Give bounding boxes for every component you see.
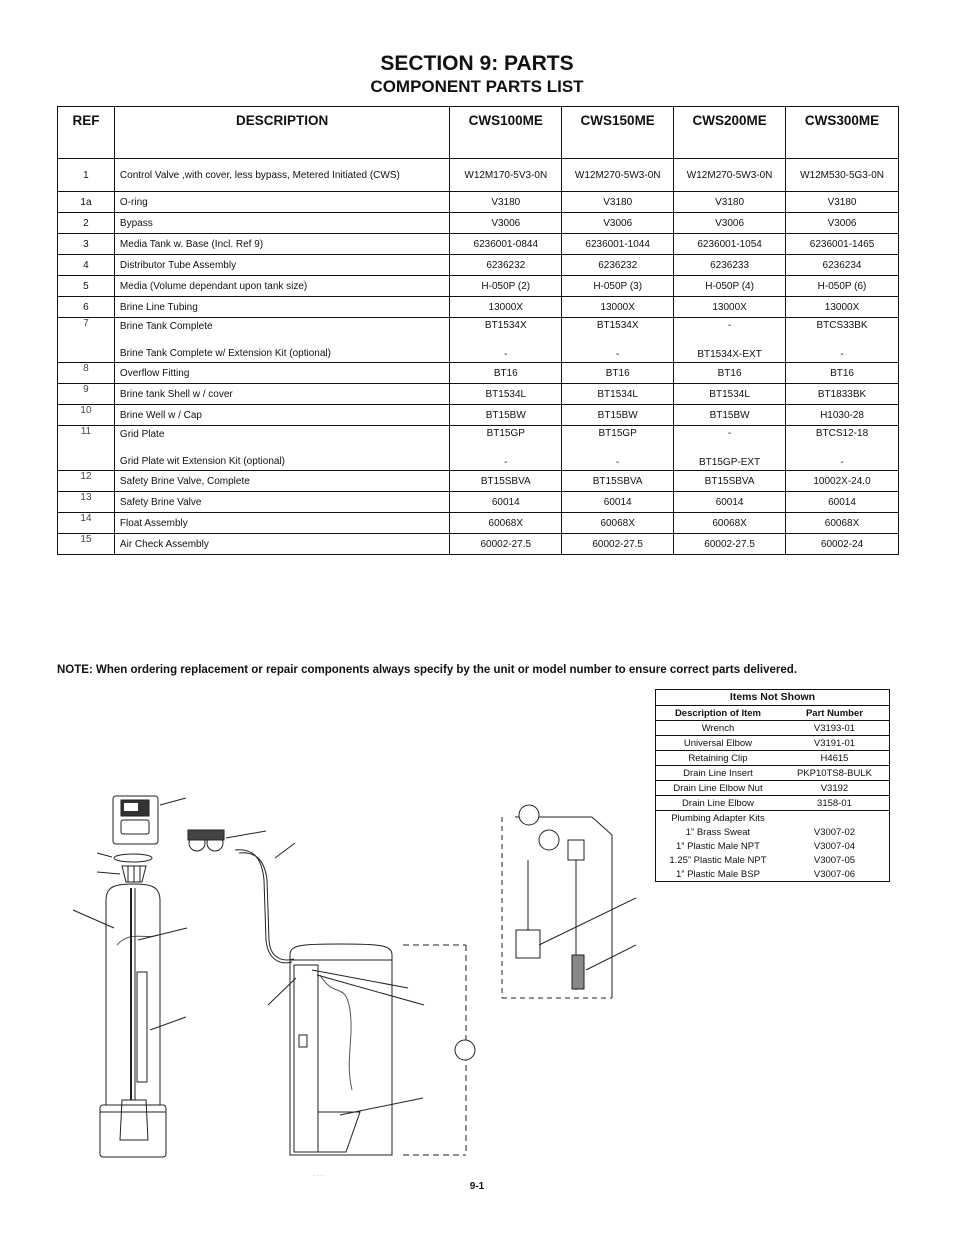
description-cell: O-ring xyxy=(114,192,449,213)
part-cell: BT15BW xyxy=(674,405,786,426)
item-description: Universal Elbow xyxy=(656,736,780,751)
part-cell: 13000X xyxy=(562,297,674,318)
part-cell: 13000X xyxy=(786,297,899,318)
ref-cell: 15 xyxy=(58,534,115,555)
description-line-optional: Grid Plate wit Extension Kit (optional) xyxy=(119,456,285,467)
part-cell: 6236001-0844 xyxy=(450,234,562,255)
ref-cell: 5 xyxy=(58,276,115,297)
part-cell: 6236001-1054 xyxy=(674,234,786,255)
part-cell: BT15SBVA xyxy=(562,471,674,492)
part-value-optional: BT1534X-EXT xyxy=(697,349,762,360)
description-cell: Brine tank Shell w / cover xyxy=(114,384,449,405)
ref-cell: 12 xyxy=(58,471,115,492)
item-description: 1.25” Plastic Male NPT xyxy=(669,854,767,866)
part-cell: BT1833BK xyxy=(786,384,899,405)
item-part-number: V3007-04 xyxy=(813,840,856,852)
part-cell: BT1534L xyxy=(450,384,562,405)
column-header-part-number: Part Number xyxy=(780,706,890,721)
description-cell: Brine Line Tubing xyxy=(114,297,449,318)
header-cws150me: CWS150ME xyxy=(562,107,674,159)
part-value: - xyxy=(727,320,732,331)
part-cell: W12M270-5W3-0N xyxy=(562,159,674,192)
part-cell: V3006 xyxy=(450,213,562,234)
ref-cell: 14 xyxy=(58,513,115,534)
column-header-description: Description of Item xyxy=(656,706,780,721)
description-cell: Safety Brine Valve xyxy=(114,492,449,513)
part-value: BT15GP xyxy=(598,428,637,439)
part-cell: H-050P (4) xyxy=(674,276,786,297)
o-ring-illustration xyxy=(97,853,152,862)
part-cell: BT16 xyxy=(562,363,674,384)
description-cell: Media Tank w. Base (Incl. Ref 9) xyxy=(114,234,449,255)
part-cell: V3006 xyxy=(562,213,674,234)
part-cell: BT16 xyxy=(450,363,562,384)
section-subtitle: COMPONENT PARTS LIST xyxy=(370,77,584,96)
safety-brine-valve-detail xyxy=(502,805,636,998)
part-cell: 6236232 xyxy=(562,255,674,276)
part-value-optional: - xyxy=(840,457,844,468)
item-part-number: V3193-01 xyxy=(780,721,890,736)
description-cell: Control Valve ,with cover, less bypass, Metered Initiated (CWS) xyxy=(114,159,449,192)
part-cell: V3006 xyxy=(786,213,899,234)
part-cell: 6236234 xyxy=(786,255,899,276)
part-value-optional: - xyxy=(616,457,620,468)
faint-mark: . . . . xyxy=(314,1172,326,1178)
item-description: 1” Plastic Male NPT xyxy=(676,840,760,852)
part-cell: 13000X xyxy=(674,297,786,318)
item-description: Wrench xyxy=(656,721,780,736)
part-cell: W12M170-5V3-0N xyxy=(450,159,562,192)
item-part-number: V3007-02 xyxy=(813,826,856,838)
section-title: SECTION 9: PARTS xyxy=(380,52,574,75)
part-cell: 6236001-1465 xyxy=(786,234,899,255)
description-cell: Safety Brine Valve, Complete xyxy=(114,471,449,492)
description-cell: Bypass xyxy=(114,213,449,234)
ref-cell: 4 xyxy=(58,255,115,276)
ordering-note: NOTE: When ordering replacement or repair components always specify by the unit or model number to ensure correct parts delivered. xyxy=(57,664,798,676)
description-cell: Media (Volume dependant upon tank size) xyxy=(114,276,449,297)
part-cell: 60014 xyxy=(450,492,562,513)
item-part-number: H4615 xyxy=(780,751,890,766)
leader-line xyxy=(275,843,295,858)
part-cell: V3180 xyxy=(450,192,562,213)
item-description: 1” Brass Sweat xyxy=(685,826,751,838)
part-cell: 13000X xyxy=(450,297,562,318)
description-cell: Overflow Fitting xyxy=(114,363,449,384)
part-cell: 60068X xyxy=(450,513,562,534)
bypass-illustration xyxy=(188,830,266,851)
part-cell: BT16 xyxy=(674,363,786,384)
description-line-optional: Brine Tank Complete w/ Extension Kit (optional) xyxy=(119,348,331,359)
part-cell: 6236233 xyxy=(674,255,786,276)
part-cell: BT1534L xyxy=(562,384,674,405)
part-cell: 60014 xyxy=(786,492,899,513)
description-cell: Float Assembly xyxy=(114,513,449,534)
part-cell: H-050P (6) xyxy=(786,276,899,297)
ref-cell: 11 xyxy=(58,426,115,471)
part-cell: 10002X-24.0 xyxy=(786,471,899,492)
part-cell: BT1534L xyxy=(674,384,786,405)
ref-cell: 7 xyxy=(58,318,115,363)
item-description: Retaining Clip xyxy=(656,751,780,766)
header-description: DESCRIPTION xyxy=(114,107,449,159)
media-tank-illustration xyxy=(73,884,187,1157)
part-cell: 60068X xyxy=(562,513,674,534)
ref-cell: 6 xyxy=(58,297,115,318)
part-value-optional: - xyxy=(504,457,508,468)
part-cell: 60014 xyxy=(562,492,674,513)
header-ref: REF xyxy=(58,107,115,159)
distributor-basket-illustration xyxy=(97,866,146,882)
ref-cell: 1 xyxy=(58,159,115,192)
part-cell: V3180 xyxy=(674,192,786,213)
item-part-number: V3192 xyxy=(780,781,890,796)
item-part-number: PKP10TS8-BULK xyxy=(780,766,890,781)
part-cell: V3180 xyxy=(562,192,674,213)
ref-cell: 10 xyxy=(58,405,115,426)
part-cell: V3180 xyxy=(786,192,899,213)
part-cell: H-050P (3) xyxy=(562,276,674,297)
header-cws200me: CWS200ME xyxy=(674,107,786,159)
part-cell: 60002-27.5 xyxy=(562,534,674,555)
part-cell: 60002-27.5 xyxy=(450,534,562,555)
header-cws300me: CWS300ME xyxy=(786,107,899,159)
part-cell: 6236232 xyxy=(450,255,562,276)
item-part-number: V3191-01 xyxy=(780,736,890,751)
item-description: Drain Line Insert xyxy=(656,766,780,781)
part-cell: BT15SBVA xyxy=(674,471,786,492)
ref-cell: 8 xyxy=(58,363,115,384)
item-description: Drain Line Elbow Nut xyxy=(656,781,780,796)
part-cell: 60068X xyxy=(786,513,899,534)
part-cell: BT15SBVA xyxy=(450,471,562,492)
part-cell: W12M270-5W3-0N xyxy=(674,159,786,192)
part-cell: BT15BW xyxy=(562,405,674,426)
ref-cell: 1a xyxy=(58,192,115,213)
description-cell: Brine Well w / Cap xyxy=(114,405,449,426)
part-cell: H-050P (2) xyxy=(450,276,562,297)
part-cell: BT16 xyxy=(786,363,899,384)
part-value: BTCS33BK xyxy=(816,320,868,331)
control-valve-illustration xyxy=(113,796,186,844)
items-not-shown-title: Items Not Shown xyxy=(656,690,890,706)
ref-cell: 3 xyxy=(58,234,115,255)
part-cell: 60014 xyxy=(674,492,786,513)
part-value-optional: BT15GP-EXT xyxy=(699,457,761,468)
item-part-number: V3007-06 xyxy=(813,868,856,880)
item-part-number: 3158-01 xyxy=(780,796,890,811)
part-value: BTCS12-18 xyxy=(815,428,869,439)
part-value: BT1534X xyxy=(596,320,639,331)
ref-cell: 2 xyxy=(58,213,115,234)
part-cell: H1030-28 xyxy=(786,405,899,426)
part-value: BT1534X xyxy=(484,320,527,331)
part-cell: V3006 xyxy=(674,213,786,234)
part-cell: 60002-27.5 xyxy=(674,534,786,555)
part-value-optional: - xyxy=(840,349,844,360)
page-number: 9-1 xyxy=(469,1181,485,1192)
part-value-optional: - xyxy=(616,349,620,360)
ref-cell: 9 xyxy=(58,384,115,405)
description-cell: Distributor Tube Assembly xyxy=(114,255,449,276)
description-line: Brine Tank Complete xyxy=(119,321,213,332)
part-cell: W12M530-5G3-0N xyxy=(786,159,899,192)
part-cell: 60068X xyxy=(674,513,786,534)
ref-cell: 13 xyxy=(58,492,115,513)
header-cws100me: CWS100ME xyxy=(450,107,562,159)
item-description: Drain Line Elbow xyxy=(656,796,780,811)
part-cell: 60002-24 xyxy=(786,534,899,555)
brine-tank-illustration xyxy=(268,944,475,1155)
item-description: Plumbing Adapter Kits xyxy=(671,812,765,824)
part-value-optional: - xyxy=(504,349,508,360)
part-value: BT15GP xyxy=(486,428,525,439)
description-line: Grid Plate xyxy=(119,429,165,440)
part-value: - xyxy=(727,428,732,439)
description-cell: Air Check Assembly xyxy=(114,534,449,555)
item-part-number: V3007-05 xyxy=(813,854,856,866)
part-cell: BT15BW xyxy=(450,405,562,426)
item-description: 1” Plastic Male BSP xyxy=(675,868,760,880)
part-cell: 6236001-1044 xyxy=(562,234,674,255)
